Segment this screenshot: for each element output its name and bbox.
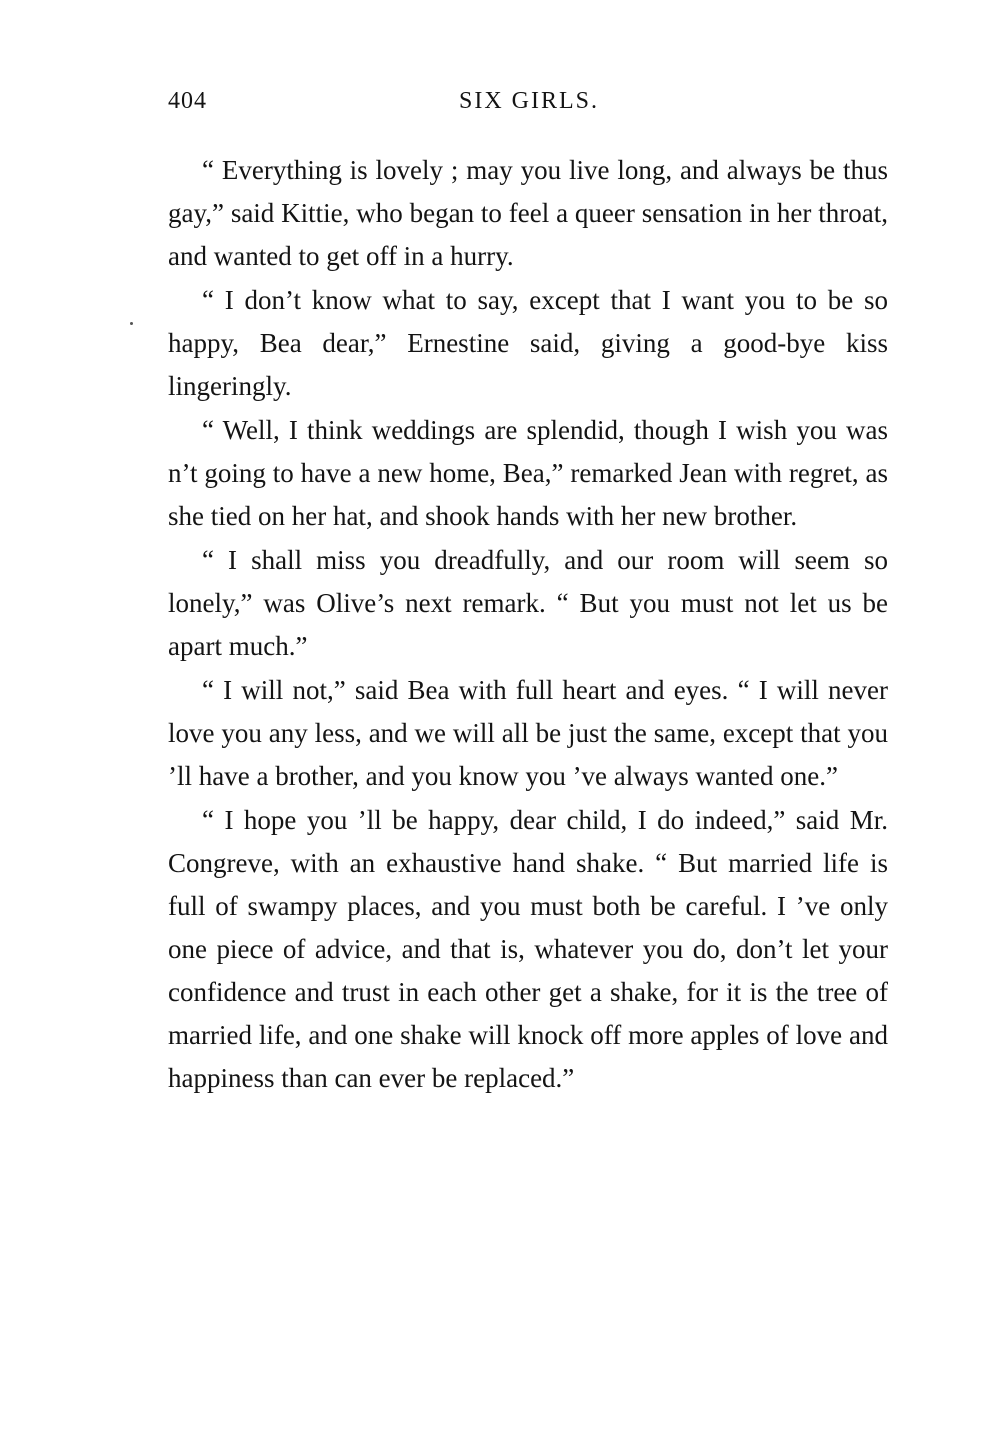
paragraph-olive: “ I shall miss you dreadfully, and our room will seem so lonely,” was Olive’s next remark. “ But you must not let us be apart much.”	[168, 545, 888, 661]
paragraph-kittie: “ Everything is lovely ; may you live long, and always be thus gay,” said Kittie, who began to feel a queer sensation in her throat, and wanted to get off in a hurry.	[168, 155, 888, 271]
paragraph-congreve: “ I hope you ’ll be happy, dear child, I do indeed,” said Mr. Congreve, with an exhaustive hand shake. “ But married life is full of swampy places, and you must both be careful. I ’ve only one piece of advice, and that is, whatever you do, don’t let your confidence and trust in each other get a shake, for it is the tree of married life, and one shake will knock off more apples of love and happiness than can ever be replaced.”	[168, 805, 888, 1093]
paragraph-ernestine: “ I don’t know what to say, except that I want you to be so happy, Bea dear,” Ernestine said, giving a good-bye kiss lingeringly.	[168, 285, 888, 401]
body-text	[168, 149, 888, 1101]
running-title: SIX GIRLS.	[458, 88, 599, 114]
paragraph-bea: “ I will not,” said Bea with full heart and eyes. “ I will never love you any less, and we will all be just the same, except that you ’ll have a brother, and you know you ’ve always wanted one.”	[168, 675, 888, 791]
page-number: 404	[168, 88, 207, 114]
paragraph-jean: “ Well, I think weddings are splendid, though I wish you was n’t going to have a new home, Bea,” remarked Jean with regret, as she tied on her hat, and shook hands with her new brother.	[168, 415, 888, 531]
margin-speck	[130, 322, 133, 325]
running-head	[168, 88, 890, 124]
